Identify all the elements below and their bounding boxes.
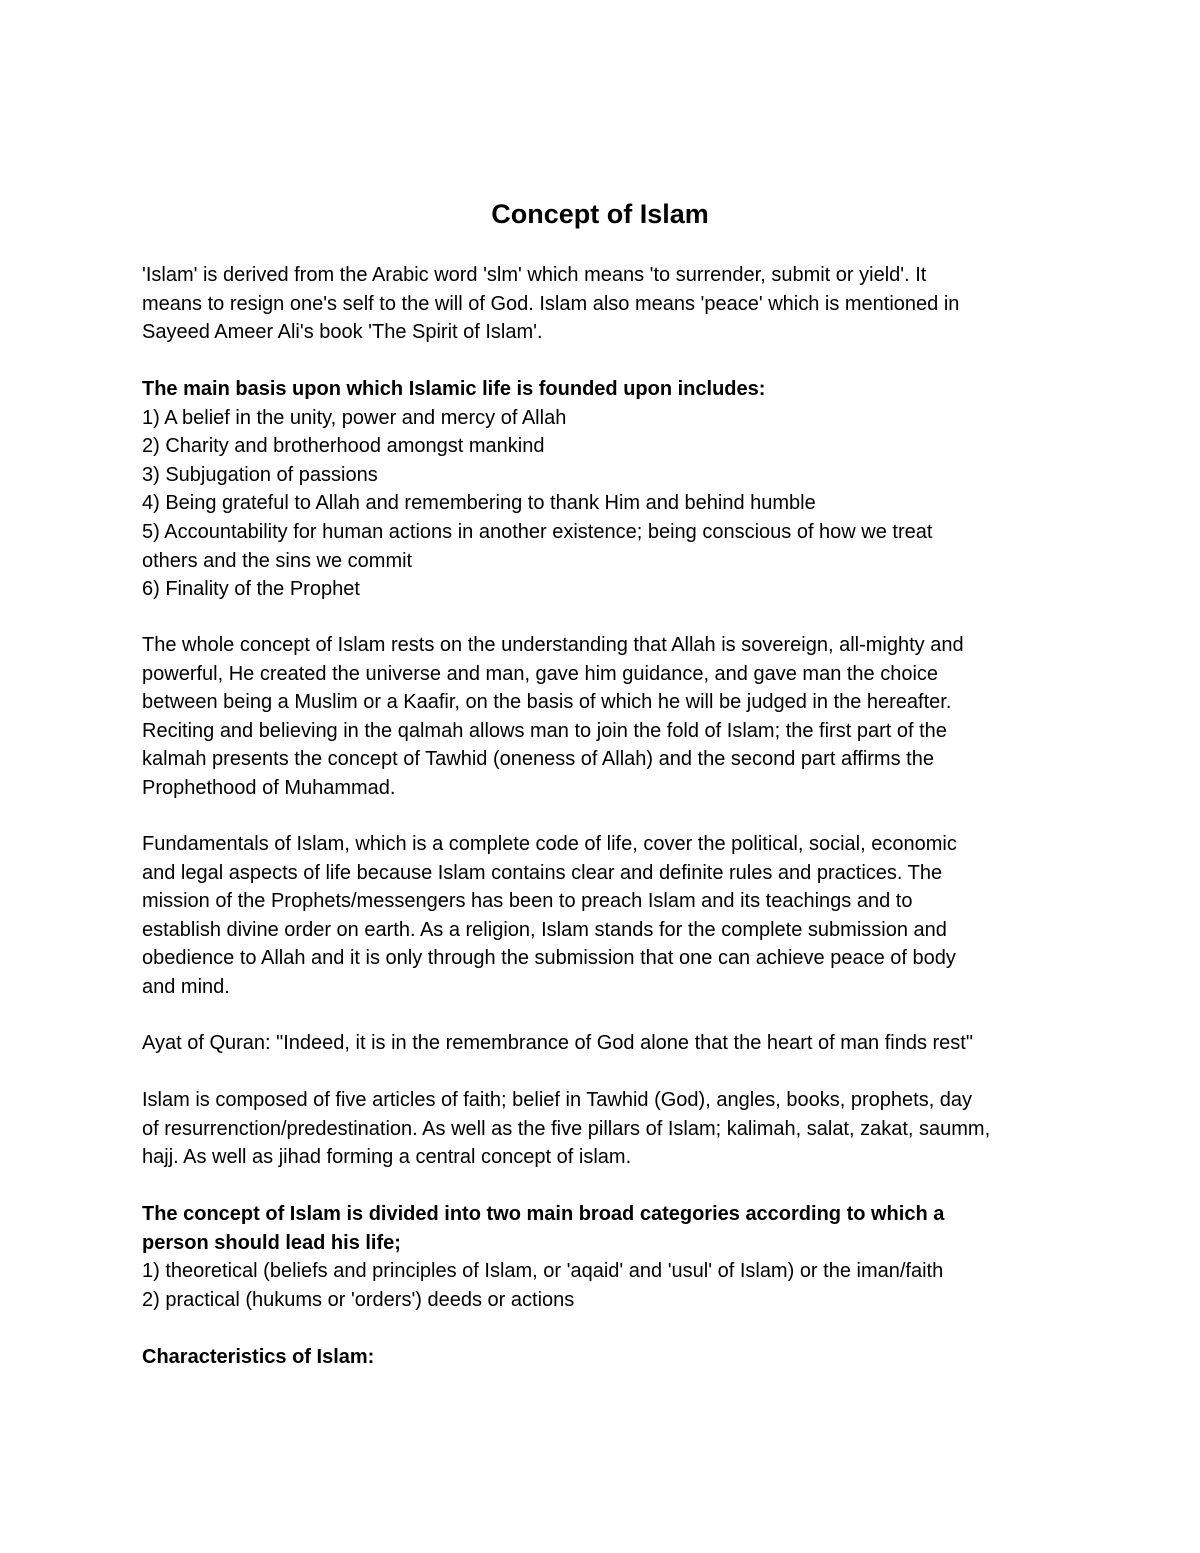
categories-item: 2) practical (hukums or 'orders') deeds or actions <box>142 1288 575 1311</box>
basis-item: others and the sins we commit <box>142 549 413 572</box>
basis-item: 3) Subjugation of passions <box>142 463 378 486</box>
concept-line: kalmah presents the concept of Tawhid (oneness of Allah) and the second part affirms the <box>142 748 934 771</box>
intro-paragraph <box>142 261 1062 347</box>
intro-line: 'Islam' is derived from the Arabic word 'slm' which means 'to surrender, submit or yield'. It <box>142 264 927 286</box>
concept-line: Prophethood of Muhammad. <box>142 776 396 799</box>
basis-heading: The main basis upon which Islamic life is founded upon includes: <box>142 378 766 400</box>
intro-line: means to resign one's self to the will of God. Islam also means 'peace' which is mentioned in <box>142 292 960 315</box>
categories-item: 1) theoretical (beliefs and principles of Islam, or 'aqaid' and 'usul' of Islam) or the iman/faith <box>142 1260 944 1283</box>
characteristics-heading <box>142 1343 1062 1372</box>
fundamentals-paragraph <box>142 830 1062 1002</box>
articles-line: Islam is composed of five articles of faith; belief in Tawhid (God), angles, books, prophets, day <box>142 1089 973 1111</box>
basis-item: 1) A belief in the unity, power and mercy of Allah <box>142 406 567 429</box>
categories-heading: The concept of Islam is divided into two main broad categories according to which a <box>142 1203 945 1225</box>
basis-item: 4) Being grateful to Allah and remembering to thank Him and behind humble <box>142 492 816 515</box>
categories-heading: person should lead his life; <box>142 1231 401 1254</box>
fundamentals-line: mission of the Prophets/messengers has been to preach Islam and its teachings and to <box>142 890 913 913</box>
concept-line: powerful, He created the universe and man, gave him guidance, and gave man the choice <box>142 662 939 685</box>
ayat-quote <box>142 1029 1062 1058</box>
articles-line: hajj. As well as jihad forming a central concept of islam. <box>142 1146 632 1169</box>
concept-paragraph <box>142 631 1062 803</box>
basis-item: 5) Accountability for human actions in another existence; being conscious of how we treat <box>142 520 933 543</box>
articles-paragraph <box>142 1086 1062 1172</box>
fundamentals-line: obedience to Allah and it is only through the submission that one can achieve peace of body <box>142 947 956 970</box>
document-title: Concept of Islam <box>491 199 709 229</box>
intro-line: Sayeed Ameer Ali's book 'The Spirit of Islam'. <box>142 321 543 344</box>
concept-line: Reciting and believing in the qalmah allows man to join the fold of Islam; the first part of the <box>142 719 947 742</box>
fundamentals-line: and legal aspects of life because Islam contains clear and definite rules and practices. The <box>142 861 943 884</box>
basis-item: 2) Charity and brotherhood amongst mankind <box>142 435 545 458</box>
concept-line: between being a Muslim or a Kaafir, on the basis of which he will be judged in the hereafter. <box>142 691 952 714</box>
fundamentals-line: Fundamentals of Islam, which is a complete code of life, cover the political, social, economic <box>142 833 957 855</box>
categories-section <box>142 1200 1062 1314</box>
basis-item: 6) Finality of the Prophet <box>142 578 360 601</box>
articles-line: of resurrenction/predestination. As well as the five pillars of Islam; kalimah, salat, zakat, saumm, <box>142 1117 991 1140</box>
concept-line: The whole concept of Islam rests on the understanding that Allah is sovereign, all-mighty and <box>142 634 964 656</box>
ayat-line: Ayat of Quran: "Indeed, it is in the remembrance of God alone that the heart of man finds rest" <box>142 1032 973 1054</box>
fundamentals-line: establish divine order on earth. As a religion, Islam stands for the complete submission and <box>142 918 947 941</box>
basis-section <box>142 375 1062 604</box>
fundamentals-line: and mind. <box>142 975 230 998</box>
characteristics-heading-text: Characteristics of Islam: <box>142 1346 375 1368</box>
